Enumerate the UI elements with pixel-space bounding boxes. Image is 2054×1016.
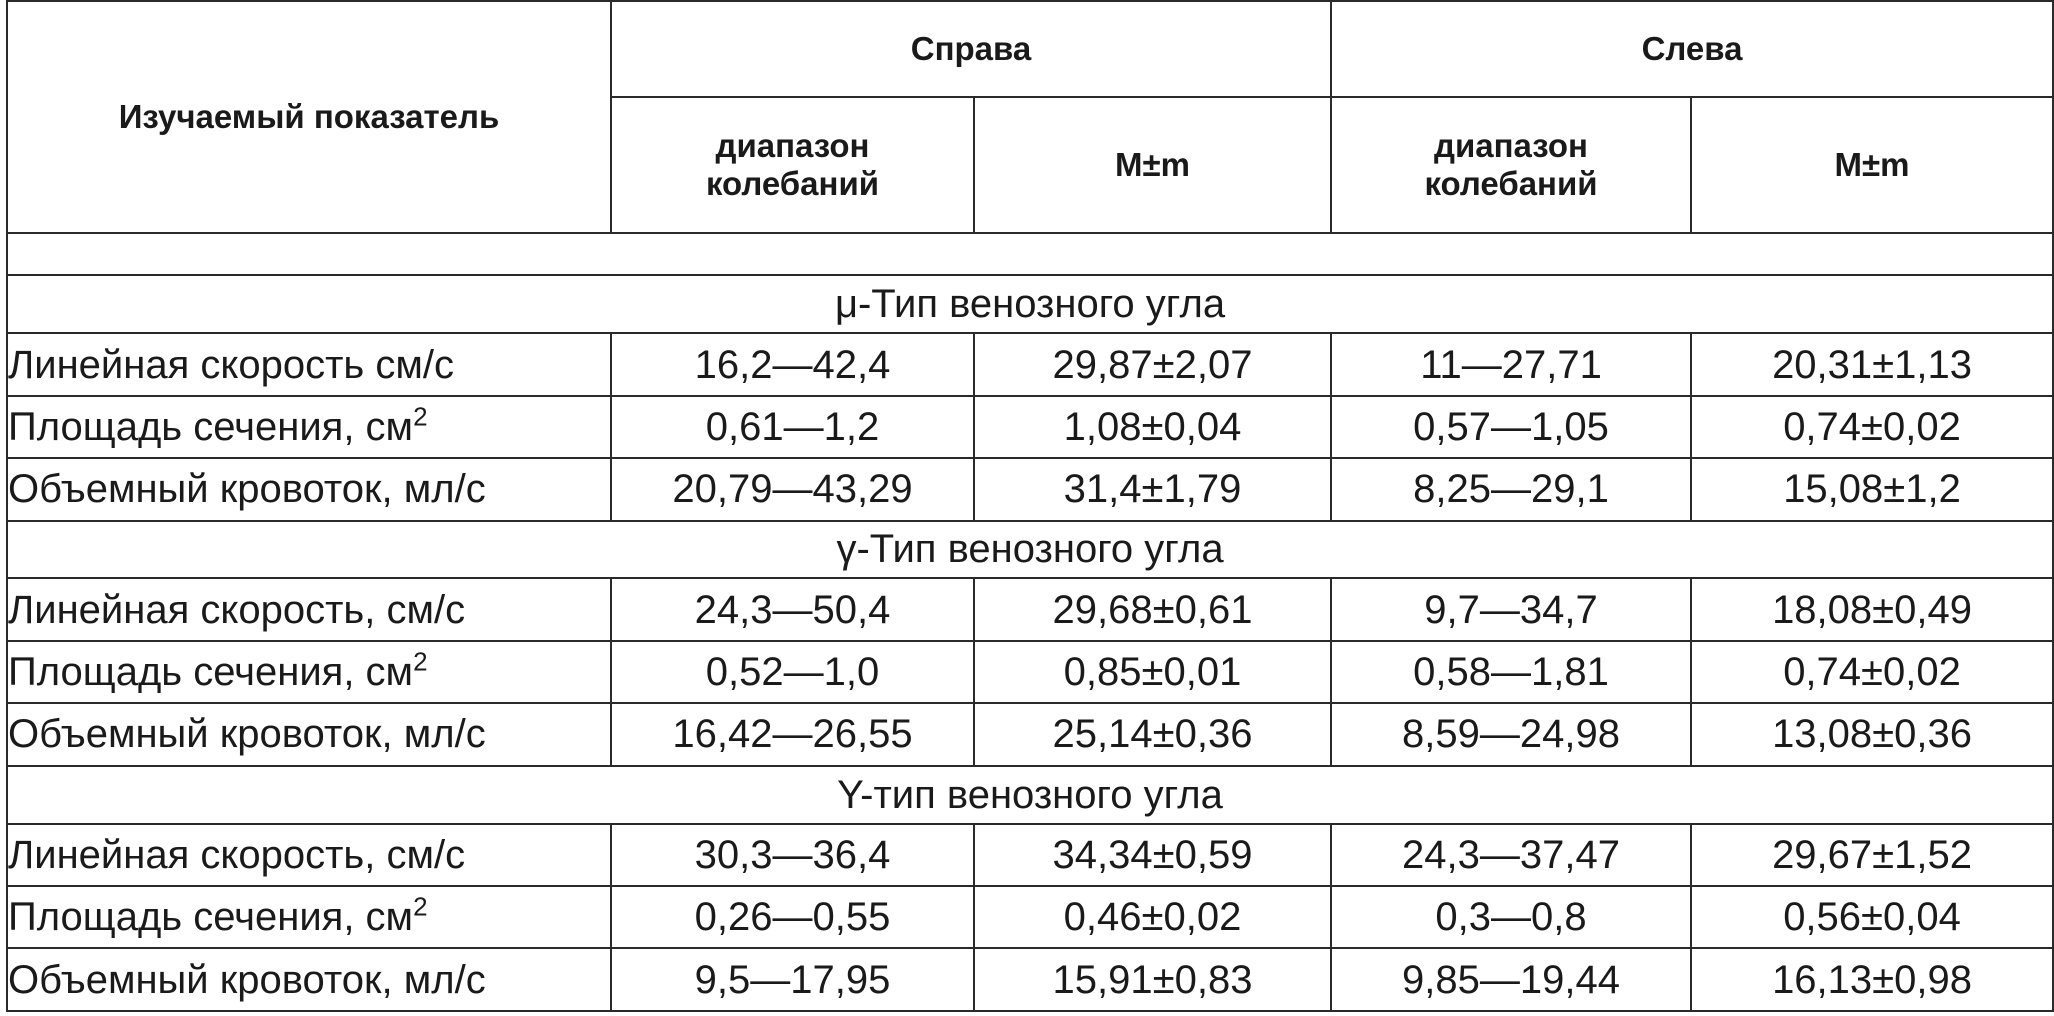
row-label-cell xyxy=(7,333,611,395)
left-range-cell: 8,25—29,1 xyxy=(1331,458,1691,520)
header-row-top xyxy=(7,1,2053,97)
table-row xyxy=(7,396,2053,458)
right-mean-cell: 25,14±0,36 xyxy=(974,703,1331,765)
table-row xyxy=(7,824,2053,886)
right-mean-header: M±m xyxy=(974,97,1331,233)
row-label-cell xyxy=(7,886,611,948)
left-range-cell: 24,3—37,47 xyxy=(1331,824,1691,886)
row-label-cell xyxy=(7,641,611,703)
row-label-cell xyxy=(7,396,611,458)
spacer-cell xyxy=(7,233,2053,275)
row-label-cell xyxy=(7,578,611,640)
left-range-header: диапазон колебаний xyxy=(1331,97,1691,233)
unit-superscript: 2 xyxy=(413,891,428,922)
row-label: Линейная скорость, см/с xyxy=(8,832,466,877)
section-row xyxy=(7,766,2053,824)
unit-superscript: 2 xyxy=(413,401,428,432)
row-label: Линейная скорость, см/с xyxy=(8,587,466,632)
right-mean-cell: 15,91±0,83 xyxy=(974,948,1331,1011)
right-range-cell: 9,5—17,95 xyxy=(611,948,974,1011)
row-label: Площадь сечения, см xyxy=(8,650,414,695)
row-label-cell xyxy=(7,703,611,765)
left-mean-cell: 15,08±1,2 xyxy=(1691,458,2053,520)
table-body xyxy=(7,233,2053,1011)
data-table xyxy=(6,0,2054,1012)
row-label: Объемный кровоток, мл/с xyxy=(8,712,486,757)
unit-superscript: 2 xyxy=(413,646,428,677)
param-header: Изучаемый показатель xyxy=(7,1,611,233)
table-row xyxy=(7,703,2053,765)
row-label-cell xyxy=(7,948,611,1011)
right-range-cell: 24,3—50,4 xyxy=(611,578,974,640)
section-row xyxy=(7,521,2053,579)
right-side-header: Справа xyxy=(611,1,1331,97)
left-range-cell: 9,7—34,7 xyxy=(1331,578,1691,640)
section-title: Y-тип венозного угла xyxy=(7,766,2053,824)
left-range-cell: 0,3—0,8 xyxy=(1331,886,1691,948)
left-mean-header: M±m xyxy=(1691,97,2053,233)
table-row xyxy=(7,641,2053,703)
right-mean-cell: 29,87±2,07 xyxy=(974,333,1331,395)
right-range-cell: 0,52—1,0 xyxy=(611,641,974,703)
right-range-cell: 30,3—36,4 xyxy=(611,824,974,886)
section-row xyxy=(7,275,2053,333)
right-range-cell: 16,42—26,55 xyxy=(611,703,974,765)
right-mean-cell: 34,34±0,59 xyxy=(974,824,1331,886)
row-label-cell xyxy=(7,824,611,886)
table-row xyxy=(7,458,2053,520)
left-mean-cell: 16,13±0,98 xyxy=(1691,948,2053,1011)
table-row xyxy=(7,333,2053,395)
left-range-cell: 8,59—24,98 xyxy=(1331,703,1691,765)
left-range-cell: 9,85—19,44 xyxy=(1331,948,1691,1011)
left-mean-cell: 0,56±0,04 xyxy=(1691,886,2053,948)
left-mean-cell: 0,74±0,02 xyxy=(1691,641,2053,703)
right-range-cell: 16,2—42,4 xyxy=(611,333,974,395)
row-label: Линейная скорость см/с xyxy=(8,342,454,387)
left-mean-cell: 0,74±0,02 xyxy=(1691,396,2053,458)
spacer-row xyxy=(7,233,2053,275)
left-mean-cell: 13,08±0,36 xyxy=(1691,703,2053,765)
row-label-cell xyxy=(7,458,611,520)
left-mean-cell: 29,67±1,52 xyxy=(1691,824,2053,886)
row-label: Площадь сечения, см xyxy=(8,404,414,449)
table-row xyxy=(7,886,2053,948)
right-range-cell: 0,61—1,2 xyxy=(611,396,974,458)
right-range-header: диапазон колебаний xyxy=(611,97,974,233)
left-mean-cell: 18,08±0,49 xyxy=(1691,578,2053,640)
right-mean-cell: 0,46±0,02 xyxy=(974,886,1331,948)
left-range-cell: 0,57—1,05 xyxy=(1331,396,1691,458)
left-range-cell: 0,58—1,81 xyxy=(1331,641,1691,703)
table-row xyxy=(7,578,2053,640)
row-label: Площадь сечения, см xyxy=(8,895,414,940)
section-title: μ-Тип венозного угла xyxy=(7,275,2053,333)
right-mean-cell: 1,08±0,04 xyxy=(974,396,1331,458)
right-range-cell: 0,26—0,55 xyxy=(611,886,974,948)
right-range-cell: 20,79—43,29 xyxy=(611,458,974,520)
row-label: Объемный кровоток, мл/с xyxy=(8,467,486,512)
section-title: γ-Тип венозного угла xyxy=(7,521,2053,579)
right-mean-cell: 0,85±0,01 xyxy=(974,641,1331,703)
right-mean-cell: 29,68±0,61 xyxy=(974,578,1331,640)
row-label: Объемный кровоток, мл/с xyxy=(8,957,486,1002)
left-mean-cell: 20,31±1,13 xyxy=(1691,333,2053,395)
left-side-header: Слева xyxy=(1331,1,2053,97)
left-range-cell: 11—27,71 xyxy=(1331,333,1691,395)
right-mean-cell: 31,4±1,79 xyxy=(974,458,1331,520)
table-row xyxy=(7,948,2053,1011)
